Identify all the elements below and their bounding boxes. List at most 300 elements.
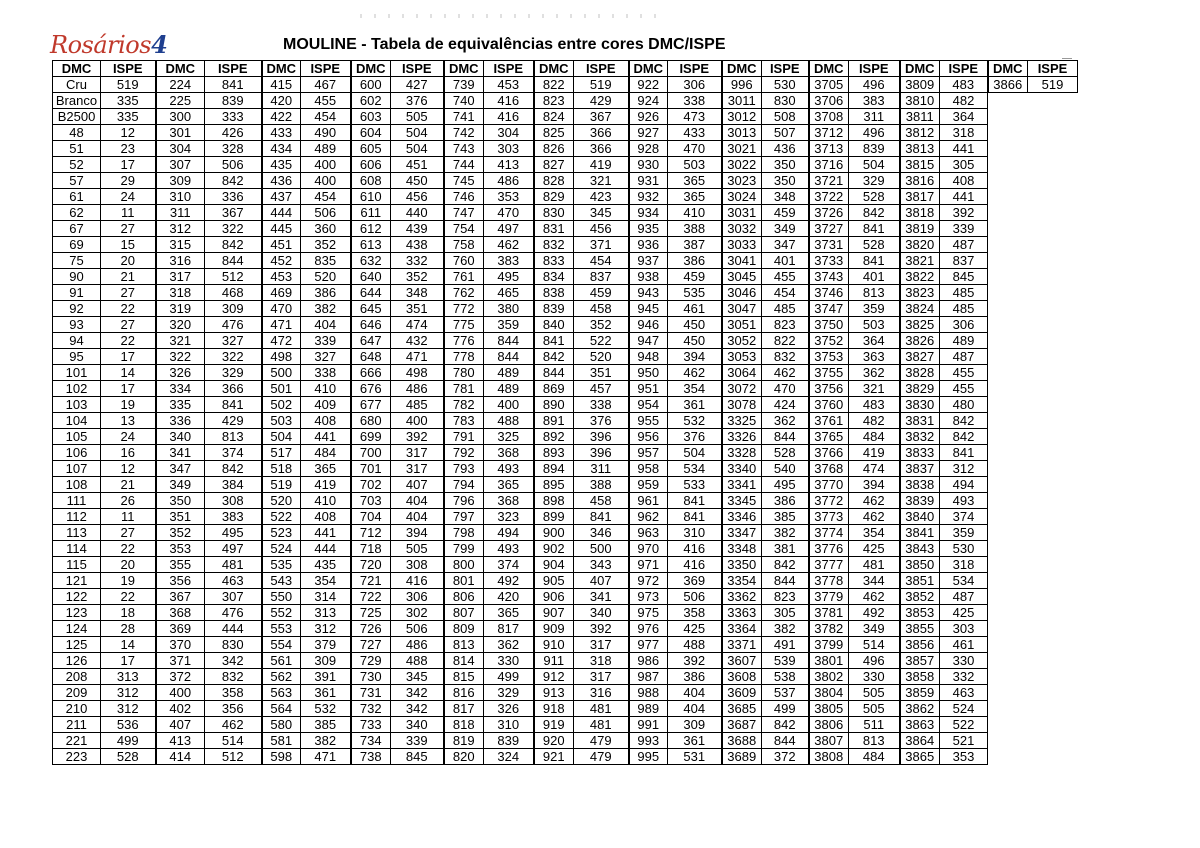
dmc-cell: 3850 — [900, 557, 940, 573]
ispe-cell: 401 — [849, 269, 900, 285]
dmc-cell: 792 — [444, 445, 484, 461]
column-header-dmc: DMC — [351, 61, 391, 77]
table-row — [53, 93, 1078, 109]
ispe-cell: 444 — [301, 541, 351, 557]
dmc-cell: 646 — [351, 317, 391, 333]
dmc-cell: 520 — [262, 493, 301, 509]
dmc-cell: 3819 — [900, 221, 940, 237]
dmc-cell: 739 — [444, 77, 484, 93]
dmc-cell: 806 — [444, 589, 484, 605]
ispe-cell: 842 — [940, 413, 988, 429]
dmc-cell: 369 — [156, 621, 205, 637]
dmc-cell: 554 — [262, 637, 301, 653]
dmc-cell: 801 — [444, 573, 484, 589]
dmc-cell: 3052 — [722, 333, 762, 349]
ispe-cell: 429 — [574, 93, 629, 109]
ispe-cell: 841 — [668, 509, 722, 525]
ispe-cell: 470 — [762, 381, 809, 397]
ispe-cell: 400 — [391, 413, 444, 429]
dmc-cell: 3831 — [900, 413, 940, 429]
ispe-cell: 404 — [668, 701, 722, 717]
ispe-cell: 385 — [762, 509, 809, 525]
ispe-cell: 496 — [849, 77, 900, 93]
ispe-cell: 486 — [391, 637, 444, 653]
table-row — [53, 493, 1078, 509]
ispe-cell: 455 — [940, 381, 988, 397]
ispe-cell: 407 — [574, 573, 629, 589]
ispe-cell: 29 — [101, 173, 156, 189]
dmc-cell: 52 — [53, 157, 101, 173]
empty-cell — [1028, 525, 1078, 541]
empty-cell — [988, 141, 1028, 157]
ispe-cell: 311 — [574, 461, 629, 477]
ispe-cell: 499 — [101, 733, 156, 749]
ispe-cell: 837 — [574, 269, 629, 285]
dmc-cell: 891 — [534, 413, 574, 429]
dmc-cell: 899 — [534, 509, 574, 525]
ispe-cell: 484 — [849, 429, 900, 445]
ispe-cell: 534 — [668, 461, 722, 477]
dmc-cell: 3688 — [722, 733, 762, 749]
dmc-cell: 62 — [53, 205, 101, 221]
dmc-cell: 798 — [444, 525, 484, 541]
table-row — [53, 397, 1078, 413]
dmc-cell: 945 — [629, 301, 668, 317]
empty-cell — [1028, 205, 1078, 221]
dmc-cell: 794 — [444, 477, 484, 493]
dmc-cell: 402 — [156, 701, 205, 717]
dmc-cell: 225 — [156, 93, 205, 109]
ispe-cell: 842 — [762, 717, 809, 733]
dmc-cell: 893 — [534, 445, 574, 461]
empty-cell — [1028, 541, 1078, 557]
ispe-cell: 463 — [205, 573, 262, 589]
column-header-ispe: ISPE — [940, 61, 988, 77]
ispe-cell: 28 — [101, 621, 156, 637]
dmc-cell: 221 — [53, 733, 101, 749]
dmc-cell: 3832 — [900, 429, 940, 445]
ispe-cell: 349 — [849, 621, 900, 637]
ispe-cell: 467 — [301, 77, 351, 93]
dmc-cell: 316 — [156, 253, 205, 269]
ispe-cell: 456 — [574, 221, 629, 237]
dmc-cell: 3805 — [809, 701, 849, 717]
dmc-cell: 807 — [444, 605, 484, 621]
ispe-cell: 11 — [101, 509, 156, 525]
ispe-cell: 462 — [849, 509, 900, 525]
dmc-cell: 3731 — [809, 237, 849, 253]
ispe-cell: 366 — [574, 141, 629, 157]
ispe-cell: 366 — [205, 381, 262, 397]
dmc-cell: 3833 — [900, 445, 940, 461]
ispe-cell: 462 — [668, 365, 722, 381]
ispe-cell: 309 — [205, 301, 262, 317]
dmc-cell: 519 — [262, 477, 301, 493]
empty-cell — [1028, 637, 1078, 653]
ispe-cell: 359 — [484, 317, 534, 333]
dmc-cell: 775 — [444, 317, 484, 333]
dmc-cell: 993 — [629, 733, 668, 749]
dmc-cell: 3821 — [900, 253, 940, 269]
ispe-cell: 352 — [574, 317, 629, 333]
ispe-cell: 369 — [668, 573, 722, 589]
empty-cell — [988, 221, 1028, 237]
ispe-cell: 485 — [940, 301, 988, 317]
column-header-ispe: ISPE — [1028, 61, 1078, 77]
dmc-cell: 722 — [351, 589, 391, 605]
ispe-cell: 26 — [101, 493, 156, 509]
ispe-cell: 18 — [101, 605, 156, 621]
dmc-cell: 3032 — [722, 221, 762, 237]
ispe-cell: 317 — [574, 669, 629, 685]
dmc-cell: 3824 — [900, 301, 940, 317]
ispe-cell: 16 — [101, 445, 156, 461]
ispe-cell: 386 — [762, 493, 809, 509]
dmc-cell: 340 — [156, 429, 205, 445]
ispe-cell: 500 — [574, 541, 629, 557]
dmc-cell: 341 — [156, 445, 205, 461]
dmc-cell: 703 — [351, 493, 391, 509]
dmc-cell: 113 — [53, 525, 101, 541]
ispe-cell: 519 — [574, 77, 629, 93]
dmc-cell: 3752 — [809, 333, 849, 349]
ispe-cell: 416 — [391, 573, 444, 589]
dmc-cell: 3706 — [809, 93, 849, 109]
dmc-cell: 553 — [262, 621, 301, 637]
ispe-cell: 531 — [668, 749, 722, 765]
dmc-cell: 550 — [262, 589, 301, 605]
dmc-cell: 3837 — [900, 461, 940, 477]
dmc-cell: 126 — [53, 653, 101, 669]
empty-cell — [988, 445, 1028, 461]
dmc-cell: 783 — [444, 413, 484, 429]
ispe-cell: 456 — [391, 189, 444, 205]
ispe-cell: 482 — [849, 413, 900, 429]
ispe-cell: 330 — [940, 653, 988, 669]
dmc-cell: 3747 — [809, 301, 849, 317]
ispe-cell: 425 — [668, 621, 722, 637]
ispe-cell: 317 — [391, 461, 444, 477]
ispe-cell: 338 — [301, 365, 351, 381]
ispe-cell: 505 — [391, 541, 444, 557]
dmc-cell: 745 — [444, 173, 484, 189]
ispe-cell: 511 — [849, 717, 900, 733]
dmc-cell: 962 — [629, 509, 668, 525]
ispe-cell: 463 — [940, 685, 988, 701]
ispe-cell: 504 — [391, 125, 444, 141]
dmc-cell: 304 — [156, 141, 205, 157]
ispe-cell: 383 — [205, 509, 262, 525]
dmc-cell: 368 — [156, 605, 205, 621]
dmc-cell: 107 — [53, 461, 101, 477]
ispe-cell: 491 — [762, 637, 809, 653]
ispe-cell: 489 — [484, 365, 534, 381]
ispe-cell: 823 — [762, 589, 809, 605]
dmc-cell: 727 — [351, 637, 391, 653]
dmc-cell: 3753 — [809, 349, 849, 365]
dmc-cell: 315 — [156, 237, 205, 253]
dmc-cell: 826 — [534, 141, 574, 157]
ispe-cell: 440 — [391, 205, 444, 221]
ispe-cell: 344 — [849, 573, 900, 589]
dmc-cell: 3687 — [722, 717, 762, 733]
empty-cell — [988, 253, 1028, 269]
dmc-cell: 435 — [262, 157, 301, 173]
empty-cell — [988, 605, 1028, 621]
ispe-cell: 313 — [101, 669, 156, 685]
dmc-cell: 523 — [262, 525, 301, 541]
ispe-cell: 313 — [301, 605, 351, 621]
ispe-cell: 471 — [301, 749, 351, 765]
ispe-cell: 347 — [762, 237, 809, 253]
dmc-cell: 350 — [156, 493, 205, 509]
empty-cell — [988, 93, 1028, 109]
dmc-cell: 603 — [351, 109, 391, 125]
dmc-cell: 3816 — [900, 173, 940, 189]
empty-cell — [988, 269, 1028, 285]
ispe-cell: 400 — [301, 173, 351, 189]
ispe-cell: 410 — [668, 205, 722, 221]
empty-cell — [988, 653, 1028, 669]
ispe-cell: 342 — [391, 701, 444, 717]
ispe-cell: 374 — [205, 445, 262, 461]
logo-brand: Rosários — [50, 31, 152, 59]
ispe-cell: 485 — [940, 285, 988, 301]
dmc-cell: 581 — [262, 733, 301, 749]
dmc-cell: 300 — [156, 109, 205, 125]
dmc-cell: 791 — [444, 429, 484, 445]
dmc-cell: 829 — [534, 189, 574, 205]
dmc-cell: 971 — [629, 557, 668, 573]
dmc-cell: 310 — [156, 189, 205, 205]
ispe-cell: 540 — [762, 461, 809, 477]
ispe-cell: 487 — [940, 589, 988, 605]
ispe-cell: 522 — [940, 717, 988, 733]
table-row — [53, 333, 1078, 349]
empty-cell — [1028, 685, 1078, 701]
ispe-cell: 15 — [101, 237, 156, 253]
dmc-cell: 934 — [629, 205, 668, 221]
dmc-cell: 351 — [156, 509, 205, 525]
dmc-cell: 3866 — [988, 77, 1028, 93]
dmc-cell: 370 — [156, 637, 205, 653]
dmc-cell: 913 — [534, 685, 574, 701]
table-row — [53, 253, 1078, 269]
dmc-cell: 797 — [444, 509, 484, 525]
ispe-cell: 400 — [301, 157, 351, 173]
ispe-cell: 504 — [668, 445, 722, 461]
ispe-cell: 404 — [391, 509, 444, 525]
dmc-cell: 3813 — [900, 141, 940, 157]
dmc-cell: 470 — [262, 301, 301, 317]
ispe-cell: 507 — [762, 125, 809, 141]
dmc-cell: 3773 — [809, 509, 849, 525]
dmc-cell: 830 — [534, 205, 574, 221]
dmc-cell: 3024 — [722, 189, 762, 205]
ispe-cell: 844 — [205, 253, 262, 269]
dmc-cell: 778 — [444, 349, 484, 365]
ispe-cell: 17 — [101, 349, 156, 365]
ispe-cell: 324 — [484, 749, 534, 765]
dmc-cell: 3808 — [809, 749, 849, 765]
ispe-cell: 832 — [762, 349, 809, 365]
ispe-cell: 499 — [762, 701, 809, 717]
ispe-cell: 383 — [484, 253, 534, 269]
dmc-cell: 3838 — [900, 477, 940, 493]
table-row — [53, 637, 1078, 653]
dmc-cell: 321 — [156, 333, 205, 349]
ispe-cell: 308 — [391, 557, 444, 573]
column-header-ispe: ISPE — [574, 61, 629, 77]
ispe-cell: 386 — [301, 285, 351, 301]
dmc-cell: 898 — [534, 493, 574, 509]
ispe-cell: 519 — [1028, 77, 1078, 93]
dmc-cell: 612 — [351, 221, 391, 237]
ispe-cell: 394 — [391, 525, 444, 541]
ispe-cell: 416 — [668, 557, 722, 573]
ispe-cell: 524 — [940, 701, 988, 717]
dmc-cell: 904 — [534, 557, 574, 573]
ispe-cell: 484 — [849, 749, 900, 765]
ispe-cell: 503 — [849, 317, 900, 333]
ispe-cell: 304 — [484, 125, 534, 141]
column-header-dmc: DMC — [900, 61, 940, 77]
dmc-cell: 3721 — [809, 173, 849, 189]
dmc-cell: 105 — [53, 429, 101, 445]
empty-cell — [988, 173, 1028, 189]
ispe-cell: 348 — [391, 285, 444, 301]
ispe-cell: 473 — [668, 109, 722, 125]
dmc-cell: 928 — [629, 141, 668, 157]
dmc-cell: 762 — [444, 285, 484, 301]
ispe-cell: 318 — [574, 653, 629, 669]
ispe-cell: 14 — [101, 637, 156, 653]
dmc-cell: 3022 — [722, 157, 762, 173]
dmc-cell: 602 — [351, 93, 391, 109]
ispe-cell: 318 — [940, 125, 988, 141]
dmc-cell: 814 — [444, 653, 484, 669]
dmc-cell: 504 — [262, 429, 301, 445]
ispe-cell: 12 — [101, 125, 156, 141]
dmc-cell: 121 — [53, 573, 101, 589]
dmc-cell: 355 — [156, 557, 205, 573]
dmc-cell: 312 — [156, 221, 205, 237]
scan-mark — [1062, 58, 1072, 59]
ispe-cell: 444 — [205, 621, 262, 637]
ispe-cell: 505 — [849, 701, 900, 717]
ispe-cell: 539 — [762, 653, 809, 669]
ispe-cell: 367 — [205, 205, 262, 221]
dmc-cell: 747 — [444, 205, 484, 221]
ispe-cell: 376 — [574, 413, 629, 429]
dmc-cell: 413 — [156, 733, 205, 749]
empty-cell — [988, 381, 1028, 397]
ispe-cell: 346 — [574, 525, 629, 541]
dmc-cell: 502 — [262, 397, 301, 413]
column-header-dmc: DMC — [534, 61, 574, 77]
ispe-cell: 353 — [940, 749, 988, 765]
column-header-ispe: ISPE — [391, 61, 444, 77]
dmc-cell: 754 — [444, 221, 484, 237]
ispe-cell: 841 — [205, 397, 262, 413]
column-header-dmc: DMC — [262, 61, 301, 77]
table-row — [53, 589, 1078, 605]
dmc-cell: 782 — [444, 397, 484, 413]
empty-cell — [1028, 413, 1078, 429]
ispe-cell: 822 — [762, 333, 809, 349]
ispe-cell: 459 — [668, 269, 722, 285]
empty-cell — [988, 109, 1028, 125]
dmc-cell: 517 — [262, 445, 301, 461]
table-row — [53, 445, 1078, 461]
dmc-cell: 3777 — [809, 557, 849, 573]
empty-cell — [1028, 429, 1078, 445]
dmc-cell: 817 — [444, 701, 484, 717]
ispe-cell: 409 — [301, 397, 351, 413]
table-row — [53, 157, 1078, 173]
dmc-cell: 3371 — [722, 637, 762, 653]
dmc-cell: 989 — [629, 701, 668, 717]
table-row — [53, 285, 1078, 301]
ispe-cell: 832 — [205, 669, 262, 685]
ispe-cell: 312 — [301, 621, 351, 637]
dmc-cell: Cru — [53, 77, 101, 93]
dmc-cell: 3830 — [900, 397, 940, 413]
ispe-cell: 535 — [668, 285, 722, 301]
ispe-cell: 474 — [391, 317, 444, 333]
ispe-cell: 309 — [301, 653, 351, 669]
dmc-cell: 3041 — [722, 253, 762, 269]
ispe-cell: 504 — [391, 141, 444, 157]
dmc-cell: 935 — [629, 221, 668, 237]
ispe-cell: 486 — [391, 381, 444, 397]
ispe-cell: 496 — [849, 653, 900, 669]
dmc-cell: 371 — [156, 653, 205, 669]
dmc-cell: 825 — [534, 125, 574, 141]
ispe-cell: 488 — [391, 653, 444, 669]
empty-cell — [1028, 445, 1078, 461]
dmc-cell: 824 — [534, 109, 574, 125]
ispe-cell: 382 — [301, 733, 351, 749]
table-row — [53, 205, 1078, 221]
dmc-cell: 322 — [156, 349, 205, 365]
dmc-cell: 3328 — [722, 445, 762, 461]
empty-cell — [988, 493, 1028, 509]
ispe-cell: 486 — [484, 173, 534, 189]
ispe-cell: 487 — [940, 349, 988, 365]
ispe-cell: 830 — [762, 93, 809, 109]
dmc-cell: 3746 — [809, 285, 849, 301]
ispe-cell: 21 — [101, 269, 156, 285]
dmc-cell: 3363 — [722, 605, 762, 621]
ispe-cell: 845 — [391, 749, 444, 765]
empty-cell — [1028, 493, 1078, 509]
ispe-cell: 307 — [205, 589, 262, 605]
ispe-cell: 438 — [391, 237, 444, 253]
dmc-cell: 451 — [262, 237, 301, 253]
dmc-cell: 959 — [629, 477, 668, 493]
dmc-cell: 436 — [262, 173, 301, 189]
empty-cell — [988, 397, 1028, 413]
ispe-cell: 392 — [940, 205, 988, 221]
ispe-cell: 512 — [205, 269, 262, 285]
ispe-cell: 497 — [205, 541, 262, 557]
dmc-cell: 352 — [156, 525, 205, 541]
ispe-cell: 499 — [484, 669, 534, 685]
dmc-cell: 3023 — [722, 173, 762, 189]
ispe-cell: 20 — [101, 557, 156, 573]
ispe-cell: 365 — [668, 189, 722, 205]
